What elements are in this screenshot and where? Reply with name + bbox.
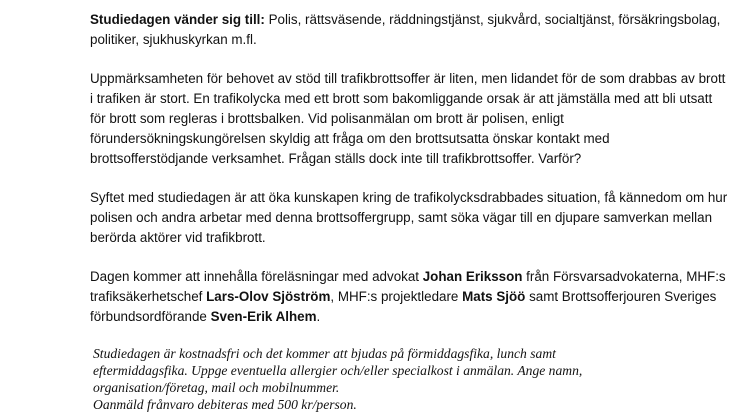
program-intro: Dagen kommer att innehålla föreläsningar med advokat [90, 269, 423, 284]
program-text-2: , MHF:s projektledare [330, 289, 463, 304]
program-text-1: från Försvarsadvokaterna, MHF:s trafiksäkerhetschef [90, 269, 726, 304]
program-end: . [316, 309, 321, 324]
speaker-lars-olov-sjostrom: Lars-Olov Sjöström [206, 289, 331, 304]
note-line-1: Studiedagen är kostnadsfri och det kommer att bjudas på förmiddagsfika, lunch samt [93, 346, 556, 361]
purpose-paragraph: Syftet med studiedagen är att öka kunskapen kring de trafikolycksdrabbades situation, få kännedom om hur polisen och andra arbetar med denna brottsoffergrupp, samt söka vägar till en djupare samverkan mellan berörda aktörer vid trafikbrott. [90, 190, 728, 245]
program-text-3: samt Brottsofferjouren Sveriges förbundsordförande [90, 289, 717, 324]
speaker-mats-sjoo: Mats Sjöö [462, 289, 526, 304]
audience-label: Studiedagen vänder sig till: [90, 12, 265, 27]
speaker-johan-eriksson: Johan Eriksson [422, 269, 523, 284]
note-line-3: organisation/företag, mail och mobilnummer. [93, 380, 340, 395]
note-line-4: Oanmäld frånvaro debiteras med 500 kr/person. [93, 397, 357, 412]
practical-info-note [90, 345, 730, 413]
audience-paragraph [90, 10, 730, 50]
document-body [90, 10, 730, 413]
speaker-sven-erik-alhem: Sven-Erik Alhem [210, 309, 317, 324]
audience-text: Polis, rättsväsende, räddningstjänst, sjukvård, socialtjänst, försäkringsbolag, politiker, sjukhuskyrkan m.fl. [90, 12, 721, 47]
program-paragraph [90, 267, 730, 327]
note-line-2: eftermiddagsfika. Uppge eventuella allergier och/eller specialkost i anmälan. Ange namn, [93, 363, 583, 378]
background-paragraph: Uppmärksamheten för behovet av stöd till trafikbrottsoffer är liten, men lidandet för de som drabbas av brott i trafiken är stort. En trafikolycka med ett brott som bakomliggande orsak är att jämställa med att bli utsatt för brott som regleras i brottsbalken. Vid polisanmälan om brott är polisen, enligt förundersökningskungörelsen skyldig att fråga om den brottsutsatta önskar kontakt med brottsofferstödjande verksamhet. Frågan ställs dock inte till trafikbrottsoffer. Varför? [90, 71, 726, 166]
